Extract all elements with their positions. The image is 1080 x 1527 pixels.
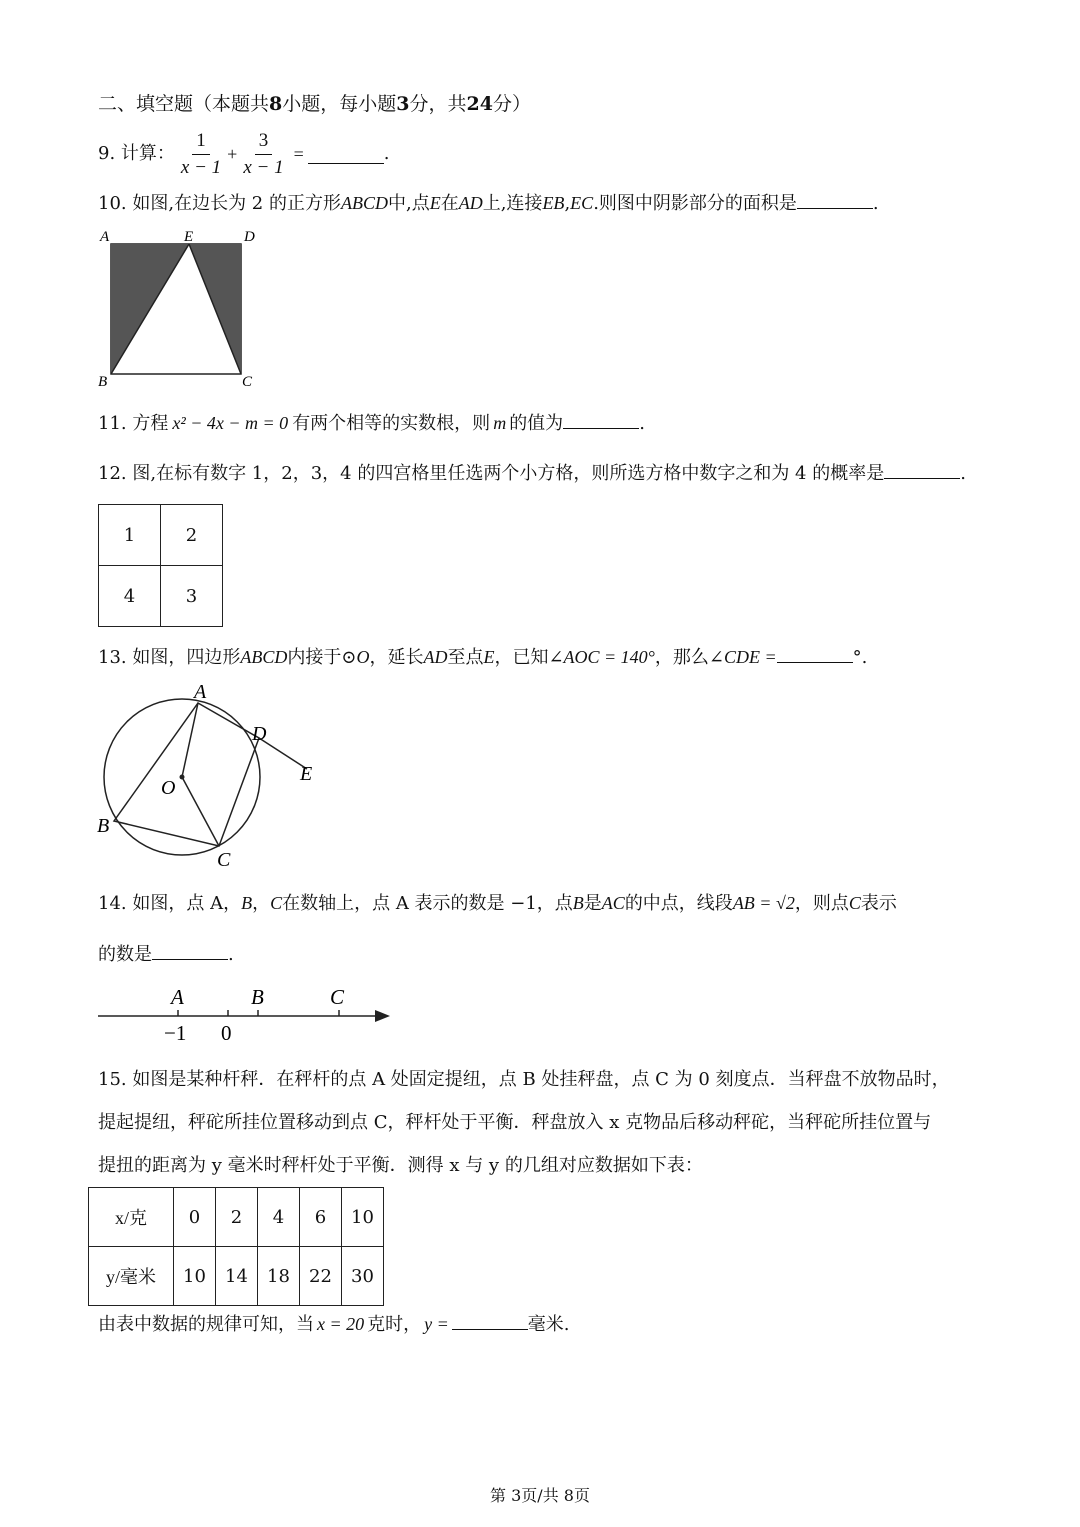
answer-blank-13[interactable] bbox=[777, 644, 853, 663]
table-cell: 14 bbox=[216, 1247, 258, 1306]
table-row bbox=[89, 1247, 384, 1306]
answer-blank-14[interactable] bbox=[152, 941, 228, 960]
section-title: 二、填空题（本题共8小题，每小题3分，共24分） bbox=[98, 93, 531, 115]
grid-cell: 3 bbox=[161, 566, 223, 627]
answer-blank-12[interactable] bbox=[884, 460, 960, 479]
label-b: B bbox=[97, 815, 110, 837]
table-cell: 10 bbox=[174, 1247, 216, 1306]
grid-cell: 2 bbox=[161, 505, 223, 566]
grid-cell: 1 bbox=[99, 505, 161, 566]
segment-oc bbox=[182, 777, 219, 846]
axis-arrow bbox=[375, 1010, 390, 1022]
fraction-1: $\frac{1}{x - 1}$ bbox=[180, 129, 222, 178]
answer-blank-10[interactable] bbox=[797, 190, 873, 209]
table-cell: 2 bbox=[216, 1188, 258, 1247]
table-cell: 6 bbox=[300, 1188, 342, 1247]
circle-diagram bbox=[94, 676, 334, 876]
answer-blank-11[interactable] bbox=[563, 410, 639, 429]
label-a: A bbox=[100, 229, 110, 245]
table-cell: 30 bbox=[342, 1247, 384, 1306]
square-diagram bbox=[96, 224, 266, 394]
table-row bbox=[89, 1188, 384, 1247]
label-d: D bbox=[252, 723, 267, 745]
question-15-line-1: 15. 如图是某种杆秤．在秤杆的点 A 处固定提纽，点 B 处挂秤盘，点 C 为 0 刻度点．当秤盘不放物品时， bbox=[98, 1069, 950, 1090]
grid-cell: 4 bbox=[99, 566, 161, 627]
question-14-line-1: 14. 如图，点 A，B，C在数轴上，点 A 表示的数是 −1，点B是AC的中点，线段AB = √2，则点C表示 bbox=[98, 893, 897, 914]
question-9: 9. 计算： $\frac{1}{x - 1}$ + $\frac{3}{x - 1}$ = . bbox=[98, 129, 390, 178]
question-15-conclusion: 由表中数据的规律可知，当 x = 20 克时， y = 毫米. bbox=[98, 1311, 570, 1337]
label-c: C bbox=[330, 985, 345, 1009]
label-c: C bbox=[217, 849, 231, 871]
table-cell: 4 bbox=[258, 1188, 300, 1247]
table-cell: 18 bbox=[258, 1247, 300, 1306]
question-11: 11. 方程 x² − 4x − m = 0 有两个相等的实数根，则 m 的值为 . bbox=[98, 410, 645, 436]
answer-blank-15[interactable] bbox=[452, 1311, 528, 1330]
question-14-line-2: 的数是 . bbox=[98, 941, 234, 967]
answer-blank-9[interactable] bbox=[308, 145, 384, 164]
label-a: A bbox=[194, 681, 207, 703]
label-e: E bbox=[184, 229, 194, 245]
table-header-cell: x/克 bbox=[89, 1188, 174, 1247]
table-cell: 10 bbox=[342, 1188, 384, 1247]
number-grid bbox=[98, 504, 223, 627]
label-b: B bbox=[251, 985, 264, 1009]
page-footer: 第 3页/共 8页 bbox=[490, 1486, 590, 1505]
equation-11: x² − 4x − m = 0 bbox=[172, 413, 289, 433]
table-header-cell: y/毫米 bbox=[89, 1247, 174, 1306]
fraction-2: $\frac{3}{x - 1}$ bbox=[243, 129, 284, 178]
label-d: D bbox=[244, 229, 255, 245]
label-e: E bbox=[300, 763, 313, 785]
center-point-o bbox=[180, 775, 185, 780]
question-15-line-3: 提扭的距离为 y 毫米时秤杆处于平衡．测得 x 与 y 的几组对应数据如下表： bbox=[98, 1155, 703, 1176]
question-12: 12. 图,在标有数字 1，2，3，4 的四宫格里任选两个小方格，则所选方格中数字之和为 4 的概率是 . bbox=[98, 460, 966, 486]
question-15-line-2: 提起提纽，秤砣所挂位置移动到点 C，秤杆处于平衡．秤盘放入 x 克物品后移动秤砣，当秤砣所挂位置与 bbox=[98, 1112, 932, 1133]
label-o: O bbox=[161, 777, 176, 799]
label-b: B bbox=[98, 374, 108, 390]
label-a: A bbox=[171, 985, 184, 1009]
quadrilateral-abcd bbox=[114, 703, 259, 846]
number-line bbox=[96, 982, 396, 1048]
label-neg-one: −1 bbox=[164, 1021, 187, 1045]
question-10: 10. 如图,在边长为 2 的正方形ABCD中,点E在AD上,连接EB,EC.则图中阴影部分的面积是 . bbox=[98, 190, 879, 216]
table-cell: 22 bbox=[300, 1247, 342, 1306]
table-cell: 0 bbox=[174, 1188, 216, 1247]
question-13: 13. 如图，四边形ABCD内接于⊙O，延长AD至点E，已知∠AOC = 140°，那么∠CDE = °. bbox=[98, 644, 867, 670]
label-c: C bbox=[242, 374, 253, 390]
label-zero: 0 bbox=[221, 1021, 232, 1045]
data-table bbox=[88, 1187, 384, 1306]
